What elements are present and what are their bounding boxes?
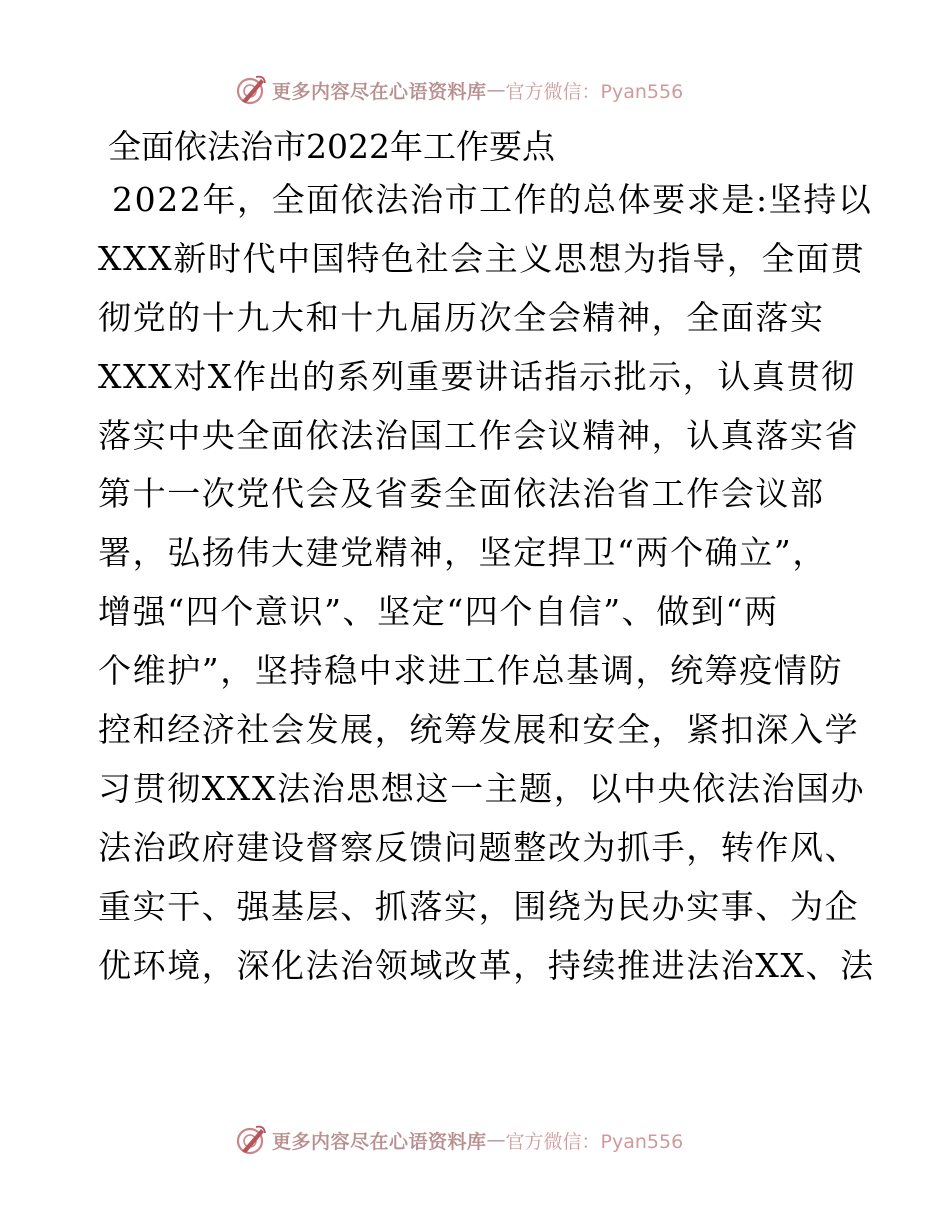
body-line: 习贯彻XXX法治思想这一主题，以中央依法治国办 — [98, 768, 866, 808]
body-line: 落实中央全面依法治国工作会议精神，认真落实省 — [98, 415, 860, 455]
body-line: 法治政府建设督察反馈问题整改为抓手，转作风、 — [98, 827, 860, 867]
watermark-wechat-text: 官方微信：Pyan556 — [505, 1130, 684, 1153]
body-line: 控和经济社会发展，统筹发展和安全，紧扣深入学 — [98, 710, 860, 750]
body-line: 第十一次党代会及省委全面依法治省工作会议部 — [98, 474, 825, 514]
body-line: 个维护”，坚持稳中求进工作总基调，统筹疫情防 — [98, 651, 844, 691]
footer-watermark — [234, 1122, 683, 1158]
body-line: 彻党的十九大和十九届历次全会精神，全面落实 — [98, 297, 825, 337]
body-line: 增强“四个意识”、坚定“四个自信”、做到“两 — [98, 592, 779, 632]
body-line: XXX对X作出的系列重要讲话指示批示，认真贯彻 — [98, 356, 856, 396]
watermark-main-text: 更多内容尽在心语资料库 — [272, 1130, 487, 1153]
body-line: 署，弘扬伟大建党精神，坚定捍卫“两个确立”， — [98, 533, 827, 573]
quill-logo-icon — [234, 1123, 268, 1157]
quill-logo-icon — [234, 73, 268, 107]
header-watermark — [234, 72, 683, 108]
watermark-separator: — — [486, 1129, 506, 1151]
watermark-main-text: 更多内容尽在心语资料库 — [272, 80, 487, 103]
document-body — [98, 171, 875, 995]
document-title: 全面依法治市2022年工作要点 — [108, 127, 555, 166]
body-line: 2022年，全面依法治市工作的总体要求是:坚持以 — [112, 180, 873, 219]
body-line: XXX新时代中国特色社会主义思想为指导，全面贯 — [98, 238, 866, 278]
watermark-wechat-text: 官方微信：Pyan556 — [505, 80, 684, 103]
body-line: 重实干、强基层、抓落实，围绕为民办实事、为企 — [98, 886, 860, 926]
watermark-separator: — — [486, 79, 506, 101]
body-line: 优环境，深化法治领域改革，持续推进法治XX、法 — [98, 945, 875, 985]
